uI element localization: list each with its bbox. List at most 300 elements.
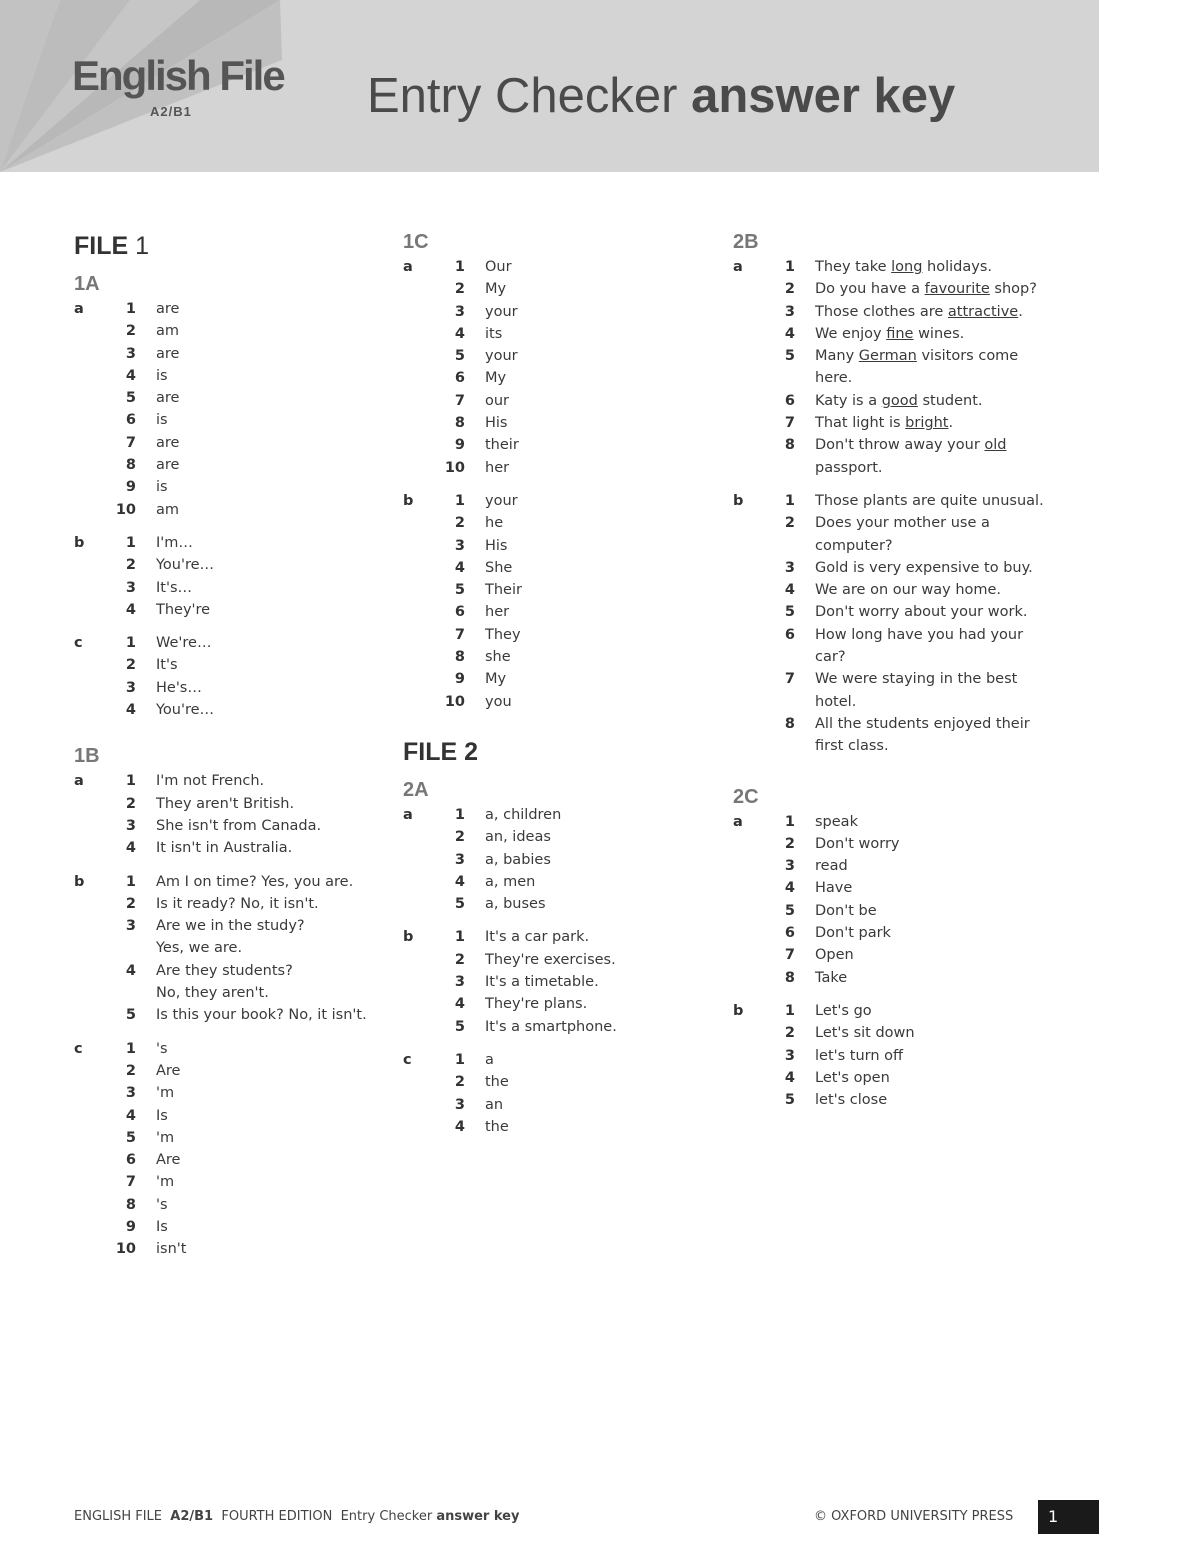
exercise-letter (74, 1060, 106, 1082)
item-number: 7 (784, 947, 795, 964)
answer-item (733, 967, 1063, 989)
exercise-letter (733, 323, 765, 345)
exercise-letter (733, 601, 765, 623)
item-number: 6 (125, 1152, 136, 1169)
answer-item (74, 1127, 374, 1149)
exercise-letter (403, 993, 435, 1015)
exercise-group (74, 632, 374, 721)
answer-text: Are they students? No, they aren't. (156, 962, 293, 1002)
item-number: 3 (125, 679, 136, 696)
item-number: 3 (454, 851, 465, 868)
answer-item (733, 301, 1063, 323)
exercise-letter (733, 855, 765, 877)
answer-item (403, 804, 723, 826)
answer-text: Does your mother use a computer? (815, 515, 990, 554)
item-number: 1 (125, 773, 136, 790)
exercise-letter (403, 624, 435, 646)
answer-text: Katy is a good student. (815, 392, 983, 409)
exercise-letter (403, 1071, 435, 1093)
answer-item (733, 713, 1063, 758)
answer-text: her (485, 604, 510, 621)
answer-item (403, 367, 723, 389)
answer-text: Don't throw away your old passport. (815, 437, 1007, 476)
section-heading: 1B (74, 745, 100, 768)
answer-text: a, children (485, 806, 562, 823)
exercise-group (403, 804, 723, 915)
item-number: 4 (784, 1069, 795, 1086)
item-number: 4 (784, 325, 795, 342)
item-number: 8 (454, 415, 465, 432)
answer-text: She (485, 559, 513, 576)
exercise-letter (733, 1089, 765, 1111)
answer-item (74, 1004, 374, 1026)
exercise-letter (403, 826, 435, 848)
answer-item (74, 1082, 374, 1104)
answer-item (74, 793, 374, 815)
answer-item (733, 900, 1063, 922)
exercise-letter (74, 654, 106, 676)
item-number: 1 (125, 301, 136, 317)
exercise-letter (403, 535, 435, 557)
answer-text: Am I on time? Yes, you are. (156, 873, 354, 890)
exercise-letter (74, 599, 106, 621)
exercise-letter (403, 579, 435, 601)
answer-item (733, 278, 1063, 300)
answer-text: a, men (485, 873, 536, 890)
exercise-letter (74, 1194, 106, 1216)
answer-text: They (485, 626, 521, 643)
exercise-group (74, 871, 374, 1027)
answer-text: your (485, 492, 518, 509)
item-number: 5 (454, 348, 465, 365)
answer-item (74, 632, 374, 654)
answer-item (733, 811, 1063, 833)
answer-text: That light is bright. (815, 415, 954, 432)
section-1c (403, 228, 723, 713)
exercise-letter (74, 577, 106, 599)
item-number: 5 (454, 896, 465, 913)
item-number: 8 (125, 1196, 136, 1213)
exercise-letter (74, 1082, 106, 1104)
answer-item (733, 512, 1063, 557)
answer-text: It's a timetable. (485, 974, 599, 991)
exercise-letter (733, 434, 765, 479)
answer-item (74, 654, 374, 676)
answer-item (403, 1094, 723, 1116)
answer-item (74, 320, 374, 342)
file-heading: FILE 1 (74, 232, 150, 260)
answer-text: I'm… (156, 534, 193, 551)
exercise-letter: c (74, 635, 83, 652)
answer-text: isn't (156, 1241, 187, 1258)
answer-text: Take (815, 969, 848, 986)
answer-item (403, 301, 723, 323)
item-number: 1 (125, 1040, 136, 1057)
answer-item (403, 826, 723, 848)
answer-text: Is (156, 1107, 168, 1124)
item-number: 3 (784, 858, 795, 875)
answer-item (733, 944, 1063, 966)
item-number: 4 (125, 840, 136, 857)
item-number: 3 (784, 303, 795, 320)
exercise-letter (74, 343, 106, 365)
answer-item (733, 579, 1063, 601)
item-number: 8 (784, 969, 795, 986)
exercise-letter (74, 454, 106, 476)
column-2 (403, 228, 723, 1149)
item-number: 5 (454, 1018, 465, 1035)
answer-item (733, 1000, 1063, 1022)
exercise-letter (403, 301, 435, 323)
answer-item (733, 601, 1063, 623)
item-number: 2 (125, 795, 136, 812)
answer-text: How long have you had your car? (815, 626, 1024, 666)
exercise-letter (74, 960, 106, 1005)
answer-item (403, 926, 723, 948)
exercise-letter (403, 1016, 435, 1038)
item-number: 1 (784, 813, 795, 830)
item-number: 10 (115, 1241, 136, 1258)
exercise-letter (74, 1238, 106, 1260)
answer-item (733, 624, 1063, 669)
answer-text: he (485, 515, 504, 532)
answer-item (733, 1089, 1063, 1111)
item-number: 1 (454, 929, 465, 946)
item-number: 4 (125, 962, 136, 979)
item-number: 8 (125, 457, 136, 474)
exercise-letter (403, 434, 435, 456)
exercise-letter (74, 1216, 106, 1238)
answer-item (74, 343, 374, 365)
exercise-letter (74, 320, 106, 342)
exercise-letter (74, 476, 106, 498)
answer-item (733, 490, 1063, 512)
answer-item (74, 960, 374, 1005)
item-number: 5 (125, 1007, 136, 1024)
answer-item (403, 624, 723, 646)
answer-text: am (156, 323, 180, 340)
answer-text: you (485, 693, 512, 710)
answer-text: We were staying in the best hotel. (815, 671, 1018, 710)
exercise-letter (403, 457, 435, 479)
answer-item (74, 387, 374, 409)
page-number: 1 (1038, 1500, 1099, 1534)
answer-text: she (485, 649, 511, 666)
answer-item (74, 454, 374, 476)
answer-item (733, 412, 1063, 434)
exercise-letter (403, 849, 435, 871)
answer-text: speak (815, 813, 858, 830)
exercise-letter (403, 601, 435, 623)
underlined-word: old (984, 437, 1007, 454)
exercise-letter: b (403, 492, 414, 509)
answer-text: Don't park (815, 925, 891, 942)
exercise-letter: a (733, 813, 743, 830)
section-heading: 2C (733, 785, 759, 808)
exercise-letter (733, 1067, 765, 1089)
exercise-letter (403, 512, 435, 534)
item-number: 2 (454, 515, 465, 532)
exercise-letter (74, 1105, 106, 1127)
brand-level: A2/B1 (150, 104, 192, 119)
item-number: 7 (125, 434, 136, 451)
item-number: 4 (454, 873, 465, 890)
answer-text: an, ideas (485, 829, 551, 846)
answer-text: We're… (156, 635, 212, 652)
exercise-letter (403, 345, 435, 367)
answer-text: Those plants are quite unusual. (815, 492, 1044, 509)
item-number: 3 (125, 345, 136, 362)
item-number: 2 (125, 323, 136, 340)
exercise-letter (733, 1045, 765, 1067)
answer-text: They're (156, 601, 211, 618)
answer-item (74, 677, 374, 699)
item-number: 7 (454, 626, 465, 643)
exercise-letter (733, 579, 765, 601)
section-heading: 2A (403, 778, 429, 801)
answer-item (733, 390, 1063, 412)
exercise-group (733, 490, 1063, 758)
item-number: 4 (784, 582, 795, 599)
answer-item (733, 557, 1063, 579)
item-number: 3 (125, 579, 136, 596)
item-number: 3 (125, 918, 136, 935)
answer-item (74, 1171, 374, 1193)
item-number: 8 (784, 437, 795, 454)
item-number: 1 (784, 259, 795, 275)
answer-text: am (156, 501, 180, 518)
item-number: 2 (454, 951, 465, 968)
answer-text: are (156, 390, 180, 407)
answer-text: Their (485, 582, 522, 599)
answer-item (403, 871, 723, 893)
exercise-letter (74, 554, 106, 576)
section-heading: 1C (403, 231, 429, 253)
item-number: 2 (125, 557, 136, 574)
item-number: 2 (784, 515, 795, 532)
answer-text: It's… (156, 579, 193, 596)
item-number: 1 (125, 873, 136, 890)
answer-text: Is this your book? No, it isn't. (156, 1007, 367, 1024)
exercise-letter (403, 390, 435, 412)
answer-item (403, 434, 723, 456)
answer-item (74, 699, 374, 721)
item-number: 1 (125, 534, 136, 551)
item-number: 9 (125, 1218, 136, 1235)
answer-item (74, 1149, 374, 1171)
answer-item (403, 412, 723, 434)
section-1b (74, 742, 374, 1260)
answer-text: They're plans. (485, 996, 588, 1013)
exercise-group (733, 256, 1063, 479)
answer-item (403, 490, 723, 512)
exercise-group (74, 1038, 374, 1261)
answer-text: It's a smartphone. (485, 1018, 617, 1035)
item-number: 4 (125, 601, 136, 618)
item-number: 6 (784, 925, 795, 942)
item-number: 9 (454, 671, 465, 688)
answer-text: Open (815, 947, 854, 964)
exercise-letter (74, 1127, 106, 1149)
exercise-letter (403, 323, 435, 345)
answer-text: are (156, 301, 180, 317)
item-number: 2 (125, 895, 136, 912)
exercise-letter (403, 691, 435, 713)
exercise-letter (74, 1149, 106, 1171)
section-heading: 2B (733, 231, 759, 253)
answer-item (403, 1116, 723, 1138)
answer-item (403, 457, 723, 479)
exercise-group (74, 770, 374, 859)
exercise-letter (74, 815, 106, 837)
answer-text: They're exercises. (485, 951, 616, 968)
answer-text: her (485, 459, 510, 476)
exercise-letter (74, 677, 106, 699)
item-number: 3 (784, 559, 795, 576)
exercise-letter (733, 833, 765, 855)
answer-item (733, 668, 1063, 713)
answer-text: They take long holidays. (815, 259, 992, 275)
item-number: 2 (454, 1074, 465, 1091)
answer-item (74, 1060, 374, 1082)
answer-item (403, 535, 723, 557)
item-number: 1 (454, 492, 465, 509)
item-number: 5 (125, 390, 136, 407)
answer-item (74, 837, 374, 859)
exercise-letter (733, 944, 765, 966)
answer-text: Do you have a favourite shop? (815, 281, 1037, 298)
column-3 (733, 228, 1063, 1122)
exercise-letter: c (403, 1051, 412, 1068)
answer-text: 'm (156, 1085, 175, 1102)
item-number: 5 (784, 604, 795, 621)
item-number: 7 (454, 392, 465, 409)
exercise-letter (74, 365, 106, 387)
item-number: 2 (784, 835, 795, 852)
exercise-letter: a (403, 259, 413, 275)
exercise-group (403, 256, 723, 479)
answer-text: Our (485, 259, 512, 275)
answer-text: You're… (156, 702, 215, 719)
exercise-letter (733, 922, 765, 944)
answer-item (733, 855, 1063, 877)
item-number: 2 (784, 281, 795, 298)
answer-item (403, 849, 723, 871)
underlined-word: favourite (924, 281, 990, 298)
footer-copyright: © OXFORD UNIVERSITY PRESS (814, 1509, 1014, 1524)
exercise-group (74, 298, 374, 521)
answer-item (403, 646, 723, 668)
answer-text: You're… (156, 557, 215, 574)
section-2b (733, 228, 1063, 758)
item-number: 4 (125, 367, 136, 384)
exercise-letter (733, 877, 765, 899)
item-number: 4 (125, 1107, 136, 1124)
item-number: 5 (454, 582, 465, 599)
exercise-letter: a (74, 773, 84, 790)
item-number: 3 (454, 303, 465, 320)
exercise-letter (403, 893, 435, 915)
item-number: 4 (454, 325, 465, 342)
exercise-letter (403, 1094, 435, 1116)
exercise-letter (74, 699, 106, 721)
item-number: 3 (454, 537, 465, 554)
item-number: 10 (115, 501, 136, 518)
answer-text: Are we in the study? Yes, we are. (156, 918, 305, 957)
answer-text: read (815, 858, 848, 875)
item-number: 1 (454, 806, 465, 823)
answer-text: All the students enjoyed their first class. (815, 715, 1030, 755)
item-number: 6 (125, 412, 136, 429)
exercise-letter (74, 893, 106, 915)
answer-text: their (485, 437, 519, 454)
item-number: 10 (444, 459, 465, 476)
item-number: 10 (444, 693, 465, 710)
answer-text: His (485, 415, 508, 432)
answer-text: He's… (156, 679, 202, 696)
answer-item (733, 833, 1063, 855)
answer-item (74, 499, 374, 521)
answer-item (74, 1238, 374, 1260)
answer-item (403, 893, 723, 915)
item-number: 6 (454, 370, 465, 387)
answer-item (74, 815, 374, 837)
brand-logo: English File (72, 52, 284, 99)
answer-text: your (485, 303, 518, 320)
exercise-group (403, 1049, 723, 1138)
answer-text: 's (156, 1196, 168, 1213)
answer-item (403, 512, 723, 534)
answer-text: is (156, 412, 168, 429)
answer-item (733, 256, 1063, 278)
answer-item (74, 554, 374, 576)
section-2a (403, 776, 723, 1138)
underlined-word: bright (905, 415, 949, 432)
answer-item (74, 432, 374, 454)
footer (0, 1500, 1200, 1534)
item-number: 7 (784, 671, 795, 688)
answer-text: Let's go (815, 1002, 872, 1019)
answer-text: Don't worry about your work. (815, 604, 1028, 621)
answer-text: a (485, 1051, 494, 1068)
exercise-letter (74, 1004, 106, 1026)
title-bold: answer key (691, 69, 956, 123)
item-number: 1 (454, 259, 465, 275)
answer-text: 'm (156, 1174, 175, 1191)
exercise-letter (403, 557, 435, 579)
exercise-letter: a (74, 301, 84, 317)
item-number: 9 (125, 479, 136, 496)
answer-text: We enjoy fine wines. (815, 325, 965, 342)
item-number: 6 (784, 392, 795, 409)
exercise-letter: b (733, 492, 744, 509)
exercise-letter (403, 668, 435, 690)
answer-item (733, 877, 1063, 899)
exercise-letter (733, 1022, 765, 1044)
item-number: 7 (125, 1174, 136, 1191)
answer-item (74, 915, 374, 960)
answer-item (403, 971, 723, 993)
answer-item (403, 993, 723, 1015)
exercise-letter (733, 412, 765, 434)
exercise-group (403, 926, 723, 1037)
answer-text: is (156, 367, 168, 384)
answer-text: Those clothes are attractive. (815, 303, 1023, 320)
item-number: 3 (454, 1096, 465, 1113)
answer-item (403, 278, 723, 300)
item-number: 4 (454, 559, 465, 576)
exercise-letter (403, 278, 435, 300)
